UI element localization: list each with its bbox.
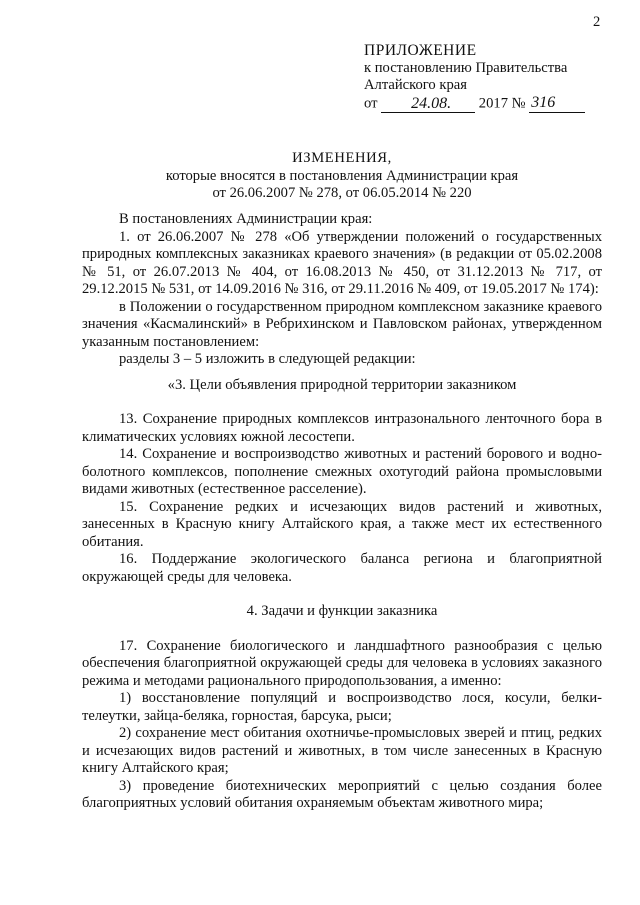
- heading-line-1: которые вносятся в постановления Администрации края: [165, 167, 519, 184]
- paragraph-17-2: 2) сохранение мест обитания охотничье-промысловых зверей и птиц, редких и исчезающих видов растений и животных, в том числе занесенных в Красную книгу Алтайского края;: [82, 725, 602, 776]
- paragraph-17: 17. Сохранение биологического и ландшафтного разнообразия с целью обеспечения благоприятной окружающей среды для человека в условиях заказного режима и методами рационального природопользования, а именно:: [82, 637, 602, 689]
- paragraph-15: 15. Сохранение редких и исчезающих видов растений и животных, занесенных в Красную книгу Алтайского края, а также мест их естественного обитания.: [82, 498, 602, 550]
- paragraph-17-3: 3) проведение биотехнических мероприятий с целью создания более благоприятных условий обитания охраняемым объектам животного мира;: [82, 777, 602, 811]
- paragraph-14: 14. Сохранение и воспроизводство животных и растений борового и водно-болотного комплексов, пополнение смежных охотугодий района промысловыми видами животных (естественное расселение).: [82, 446, 602, 497]
- section-4-title: 4. Задачи и функции заказника: [246, 603, 438, 619]
- page-number: 2: [593, 14, 601, 30]
- section-3-title: «3. Цели объявления природной территории заказником: [167, 376, 517, 393]
- appendix-line-2: Алтайского края: [364, 77, 467, 93]
- order-date-line: [364, 95, 614, 113]
- order-date: 24.08.: [381, 96, 475, 113]
- document-heading: [82, 150, 602, 203]
- intro-paragraph: В постановлениях Администрации края:: [119, 211, 373, 227]
- appendix-title: ПРИЛОЖЕНИЕ: [364, 42, 477, 59]
- paragraph-13: 13. Сохранение природных комплексов интразонального ленточного бора в климатических условиях южной лесостепи.: [82, 411, 602, 445]
- heading-title: ИЗМЕНЕНИЯ,: [292, 150, 392, 166]
- document-body: [82, 211, 602, 813]
- heading-line-2: от 26.06.2007 № 278, от 06.05.2014 № 220: [212, 185, 472, 201]
- sections-paragraph: разделы 3 – 5 изложить в следующей редакции:: [119, 351, 416, 367]
- order-year-label: 2017 №: [478, 95, 526, 111]
- order-from-label: от: [364, 95, 378, 111]
- regulation-paragraph: в Положении о государственном природном комплексном заказнике краевого значения «Касмалинский» в Ребрихинском и Павловском районах, утвержденном указанным постановлением:: [82, 298, 602, 350]
- appendix-line-1: к постановлению Правительства: [364, 59, 568, 76]
- paragraph-16: 16. Поддержание экологического баланса региона и благоприятной окружающей среды для человека.: [82, 551, 602, 585]
- item-1-paragraph: 1. от 26.06.2007 № 278 «Об утверждении положений о государственных природных комплексных заказниках краевого значения» (в редакции от 05.02.2008 № 51, от 26.07.2013 № 404, от 16.08.2013 № 450, от 31.12.2013 № 717, от 29.12.2015 № 531, от 14.09.2016 № 316, от 29.11.2016 № 409, от 19.05.2017 № 174):: [82, 228, 602, 297]
- paragraph-17-1: 1) восстановление популяций и воспроизводство лося, косули, белки-телеутки, зайца-беляка, горностая, барсука, рыси;: [82, 690, 602, 724]
- order-number: 316: [529, 95, 585, 113]
- appendix-block: [364, 42, 614, 113]
